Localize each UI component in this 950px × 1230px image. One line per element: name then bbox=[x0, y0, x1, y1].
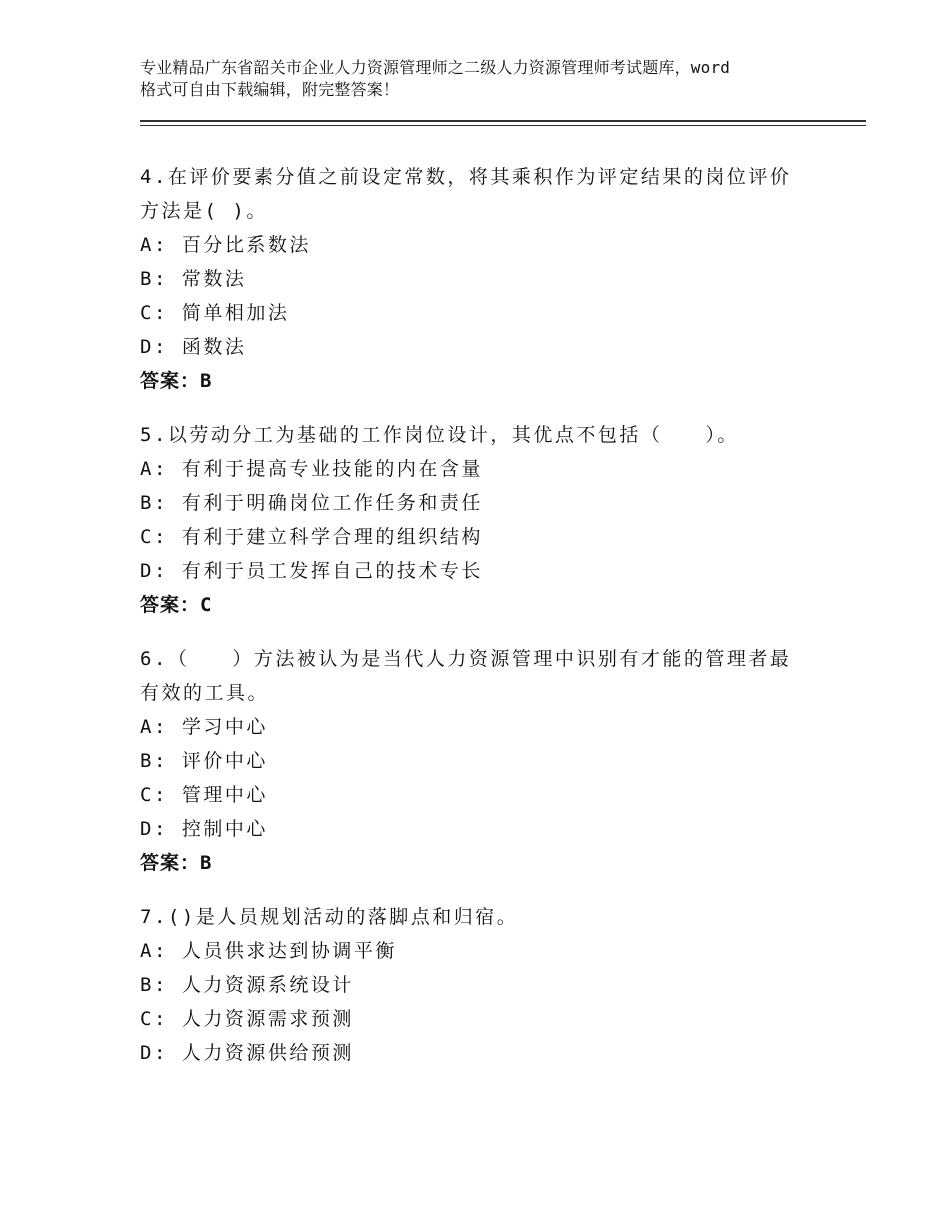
question-4 bbox=[140, 160, 840, 398]
answer: 答案：B bbox=[140, 852, 213, 874]
question-stem-line-2: 方法是( )。 bbox=[140, 200, 268, 222]
question-5 bbox=[140, 418, 840, 622]
option-a: A: 学习中心 bbox=[140, 716, 268, 738]
option-c: C: 人力资源需求预测 bbox=[140, 1008, 354, 1030]
question-7 bbox=[140, 900, 840, 1070]
option-a: A: 有利于提高专业技能的内在含量 bbox=[140, 458, 483, 480]
document-header bbox=[140, 57, 840, 101]
option-c: C: 简单相加法 bbox=[140, 302, 290, 324]
header-line-2: 格式可自由下载编辑，附完整答案！ bbox=[140, 80, 400, 99]
question-stem-line-1: 6.（ ）方法被认为是当代人力资源管理中识别有才能的管理者最 bbox=[140, 648, 792, 670]
option-c: C: 管理中心 bbox=[140, 784, 268, 806]
question-stem-line-1: 7.()是人员规划活动的落脚点和归宿。 bbox=[140, 906, 519, 928]
option-a: A: 人员供求达到协调平衡 bbox=[140, 940, 397, 962]
option-d: D: 控制中心 bbox=[140, 818, 268, 840]
question-list bbox=[140, 160, 840, 1090]
answer: 答案：C bbox=[140, 594, 213, 616]
option-c: C: 有利于建立科学合理的组织结构 bbox=[140, 526, 483, 548]
option-d: D: 函数法 bbox=[140, 336, 247, 358]
option-d: D: 人力资源供给预测 bbox=[140, 1042, 354, 1064]
question-stem-line-1: 5.以劳动分工为基础的工作岗位设计，其优点不包括（ ）。 bbox=[140, 424, 739, 446]
question-6 bbox=[140, 642, 840, 880]
option-d: D: 有利于员工发挥自己的技术专长 bbox=[140, 560, 483, 582]
option-a: A: 百分比系数法 bbox=[140, 234, 311, 256]
header-divider-thin bbox=[140, 125, 866, 126]
option-b: B: 有利于明确岗位工作任务和责任 bbox=[140, 492, 483, 514]
answer: 答案：B bbox=[140, 370, 213, 392]
option-b: B: 人力资源系统设计 bbox=[140, 974, 354, 996]
question-stem-line-2: 有效的工具。 bbox=[140, 682, 270, 704]
header-line-1: 专业精品广东省韶关市企业人力资源管理师之二级人力资源管理师考试题库，word bbox=[140, 58, 731, 77]
question-stem-line-1: 4.在评价要素分值之前设定常数，将其乘积作为评定结果的岗位评价 bbox=[140, 166, 792, 188]
header-divider-thick bbox=[140, 120, 866, 122]
option-b: B: 常数法 bbox=[140, 268, 247, 290]
option-b: B: 评价中心 bbox=[140, 750, 268, 772]
